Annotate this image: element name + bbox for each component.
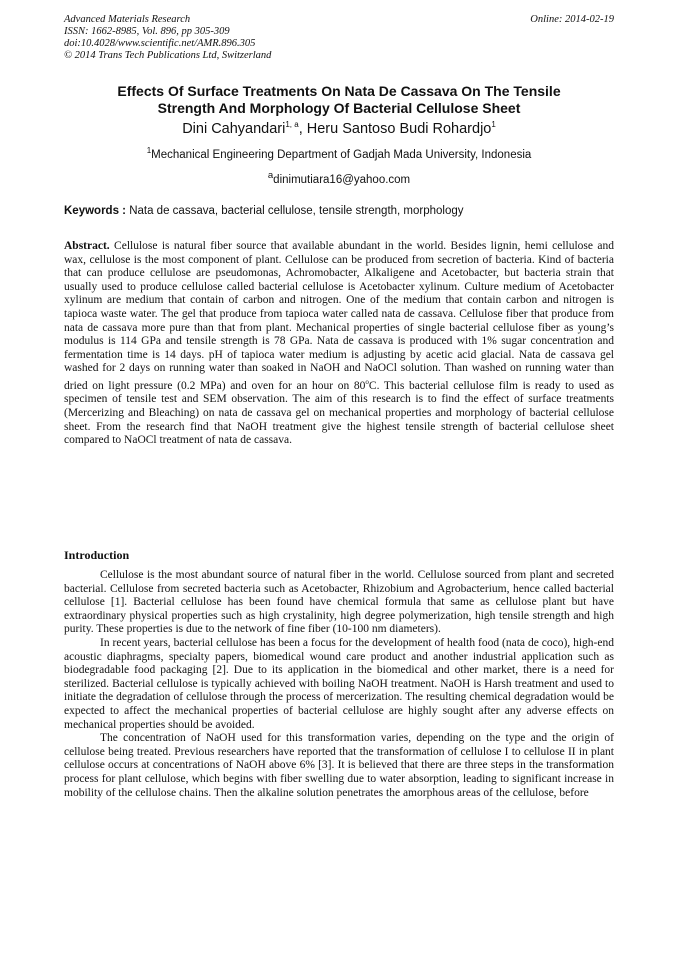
abstract-text-2: C. This bacterial cellulose film is ready to used as specimen of tensile test and SEM observation. The aim of this research is to find the effect of surface treatments (Mercerizing and Bleaching) on nata de cassava gel on mechanical properties and morphology of bacterial cellulose sheet. From the research find that NaOH treatment give the highest tensile strength of bacterial cellulose sheet compared to NaOCl treatment of nata de cassava. xyxy=(64,379,615,447)
keywords xyxy=(64,205,614,217)
issn-line: ISSN: 1662-8985, Vol. 896, pp 305-309 xyxy=(64,26,230,37)
intro-paragraph-3: The concentration of NaOH used for this transformation varies, depending on the type and the origin of cellulose being treated. Previous researchers have reported that the transformation of cellulose I to cellulose II in plant cellulose occurs at concentrations of NaOH above 6% [3]. It is believed that there are three steps in the transformation process for plant cellulose, which begins with fiber swelling due to water absorption, leading to significant increase in mobility of the cellulose chains. Then the alkaline solution penetrates the amorphous areas of the cellulose, before xyxy=(64,732,614,799)
copyright-line: © 2014 Trans Tech Publications Ltd, Switzerland xyxy=(64,50,272,61)
journal-header xyxy=(64,14,271,62)
author-list xyxy=(64,121,614,137)
author-email xyxy=(64,170,614,186)
introduction-heading: Introduction xyxy=(64,548,130,562)
journal-name: Advanced Materials Research xyxy=(64,14,191,25)
paper-title xyxy=(64,83,614,117)
title-line-2: Strength And Morphology Of Bacterial Cellulose Sheet xyxy=(157,100,521,116)
introduction-body xyxy=(64,569,614,800)
abstract xyxy=(64,240,614,448)
intro-paragraph-1: Cellulose is the most abundant source of natural fiber in the world. Cellulose sourced from plant and secreted bacterial. Cellulose from secreted bacteria such as Acetobacter, Rhizobium and Agrobacterium, hence called bacterial cellulose [1]. Bacterial cellulose has been found have chemical formula that same as cellulose plant but have extraordinary physical properties such as high crystalinity, high degree polymerization, high tensile strength and high purity. These properties is due to the network of fine fiber (10-100 nm diameters). xyxy=(64,569,614,636)
abstract-text-1: Cellulose is natural fiber source that available abundant in the world. Besides lignin, hemi cellulose and wax, cellulose is the most component of plant. Cellulose can be produced from secretion of bacteria. Kind of bacteria that can produce cellulose are pseudomonas, Achromobacter, Alkaligene and Acetobacter, but bacteria strain that usually used to produce cellulose called bacterial cellulose is Acetobacter xylinum. Culture medium of Acetobacter xylinum are medium that contain of carbon and nitrogen. One of the medium that contain carbon and nitrogen is tapioca waste water. The gel that produce from tapioca water called nata de cassava. Cellulose fiber that produce from nata de cassava more pure than that from plant. Mechanical properties of single bacterial cellulose fiber as young’s modulus is 114 GPa and tensile strength is 78 GPa. Nata de cassava is produced with 1% sugar concentration and fermentation time is 14 days. pH of tapioca water medium is adjusting by acetic acid glacial. Nata de cassava gel washed for 2 days on running water than soaked in NaOH and NaOCl solution. Than washed on running water than dried on light pressure (0.2 MPa) and oven for an hour on 80 xyxy=(64,240,614,392)
online-date: Online: 2014-02-19 xyxy=(530,14,614,25)
email-sup: a xyxy=(267,170,274,181)
title-line-1: Effects Of Surface Treatments On Nata De Cassava On The Tensile xyxy=(117,83,561,99)
abstract-label: Abstract. xyxy=(64,240,110,252)
affiliation-text: Mechanical Engineering Department of Gadjah Mada University, Indonesia xyxy=(151,149,532,161)
author-1-sup: 1, a xyxy=(285,120,299,130)
intro-paragraph-2: In recent years, bacterial cellulose has been a focus for the development of health food (nata de coco), high-end acoustic diaphragms, specialty papers, biomedical wound care product and another industrial application such as biodegradable food packaging [2]. Due to its application in the biomedical and other market, there is a need for sterilized. Bacterial cellulose is typically achieved with boiling NaOH treatment. NaOH is Harsh treatment and used to initiate the degradation of cellulose through the process of mercerization. The resulting chemical degradation would be expected to affect the mechanical properties of bacterial cellulose are highly sought after any adverse effects on mechanical properties should be avoided. xyxy=(64,636,614,731)
keywords-label: Keywords : xyxy=(64,205,126,217)
author-2-sup: 1 xyxy=(491,120,496,130)
author-separator: , xyxy=(298,121,307,137)
affiliation xyxy=(64,146,614,161)
author-1: Dini Cahyandari xyxy=(182,121,286,137)
email-text[interactable]: dinimutiara16@yahoo.com xyxy=(273,173,411,186)
degree-sup: o xyxy=(365,377,369,386)
keywords-text: Nata de cassava, bacterial cellulose, tensile strength, morphology xyxy=(126,205,464,217)
doi-link[interactable]: doi:10.4028/www.scientific.net/AMR.896.305 xyxy=(64,38,256,49)
author-2: Heru Santoso Budi Rohardjo xyxy=(306,121,492,137)
affiliation-sup: 1 xyxy=(146,146,152,156)
